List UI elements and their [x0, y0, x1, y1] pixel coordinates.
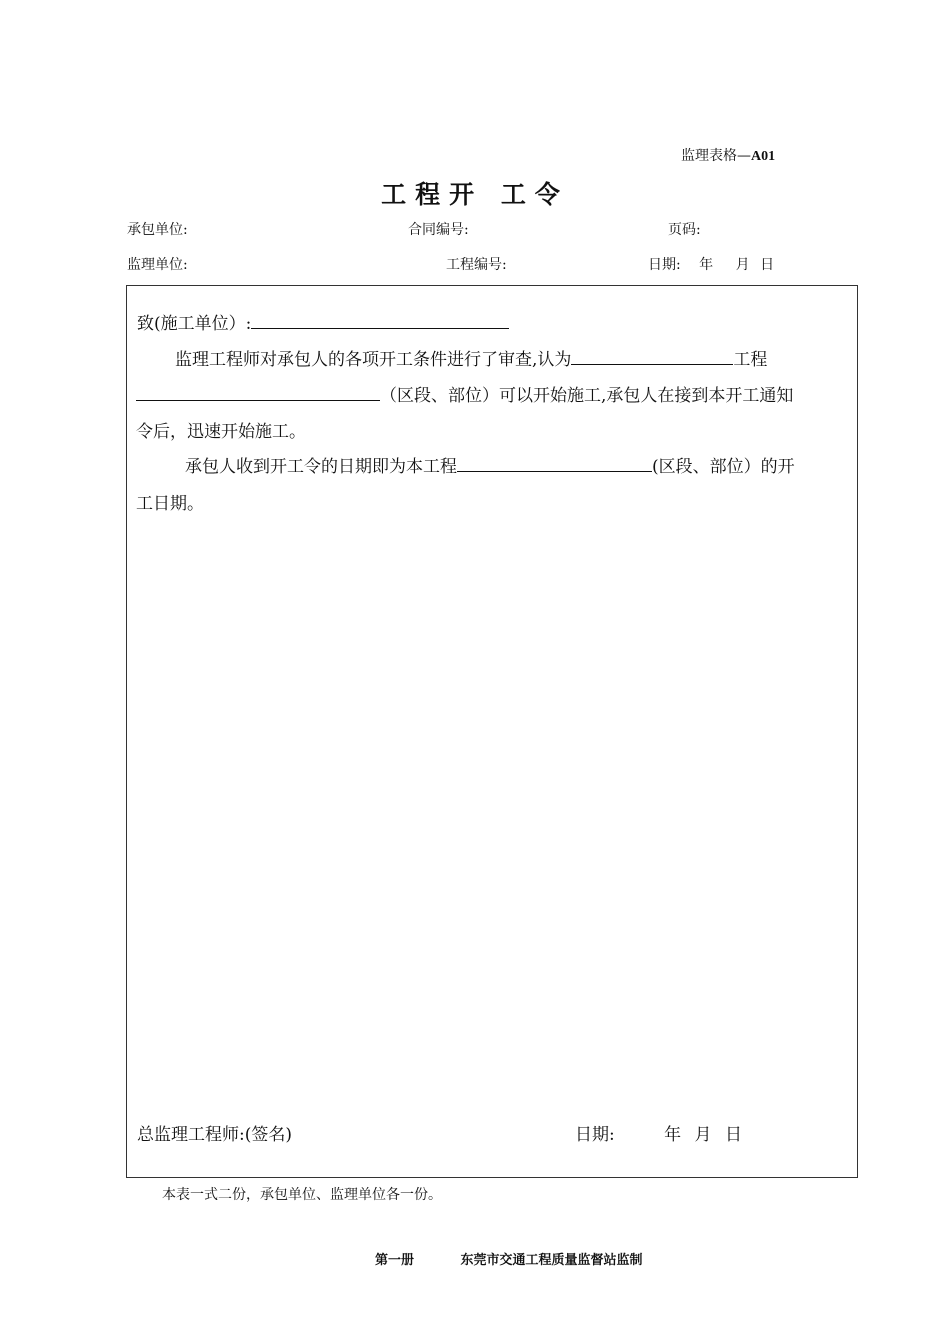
para1-text-a: 监理工程师对承包人的各项开工条件进行了审查,认为 [175, 350, 572, 370]
sign-date-month: 月 [694, 1125, 712, 1145]
header-date-month: 月 [735, 257, 750, 273]
header-date-year: 年 [699, 257, 714, 273]
section-blank[interactable] [136, 382, 380, 401]
contractor-label: 承包单位: [127, 222, 188, 238]
page-no-label: 页码: [668, 222, 701, 238]
signature-label: 总监理工程师:(签名) [137, 1125, 292, 1145]
para1-text-b: 工程 [733, 350, 768, 370]
supervisor-label: 监理单位: [127, 257, 188, 273]
contract-no-label: 合同编号: [408, 222, 469, 238]
footer-issuer: 东莞市交通工程质量监督站监制 [460, 1253, 643, 1268]
sign-date-day: 日 [724, 1125, 742, 1145]
header-date-day: 日 [760, 257, 775, 273]
para1-line2 [136, 381, 793, 406]
para2-line1 [185, 452, 795, 477]
form-code-id: A01 [751, 149, 776, 164]
header-date-label: 日期: [648, 257, 681, 273]
sign-date-label: 日期: [575, 1125, 615, 1145]
project-blank[interactable] [571, 346, 733, 365]
para2-text-a: 承包人收到开工令的日期即为本工程 [185, 457, 457, 477]
para2-text-b: (区段、部位）的开 [652, 457, 795, 477]
form-code [681, 145, 775, 165]
start-section-blank[interactable] [457, 453, 652, 472]
para1-line1 [175, 345, 767, 370]
contractor-blank[interactable] [251, 310, 509, 329]
para1-text-c: （区段、部位）可以开始施工,承包人在接到本开工通知 [380, 386, 794, 406]
copies-note: 本表一式二份，承包单位、监理单位各一份。 [162, 1187, 442, 1203]
form-code-prefix: 监理表格— [681, 148, 751, 164]
sign-date [575, 1120, 742, 1145]
notice-to-line [137, 309, 509, 334]
page-title: 工程开 工令 [381, 180, 569, 209]
header-date [648, 254, 774, 274]
to-label: 致(施工单位）: [137, 314, 252, 334]
para1-line3: 令后，迅速开始施工。 [136, 422, 306, 442]
footer [375, 1249, 643, 1268]
sign-date-year: 年 [664, 1125, 682, 1145]
para2-line2: 工日期。 [136, 494, 204, 514]
footer-volume: 第一册 [375, 1253, 415, 1268]
project-no-label: 工程编号: [446, 257, 507, 273]
